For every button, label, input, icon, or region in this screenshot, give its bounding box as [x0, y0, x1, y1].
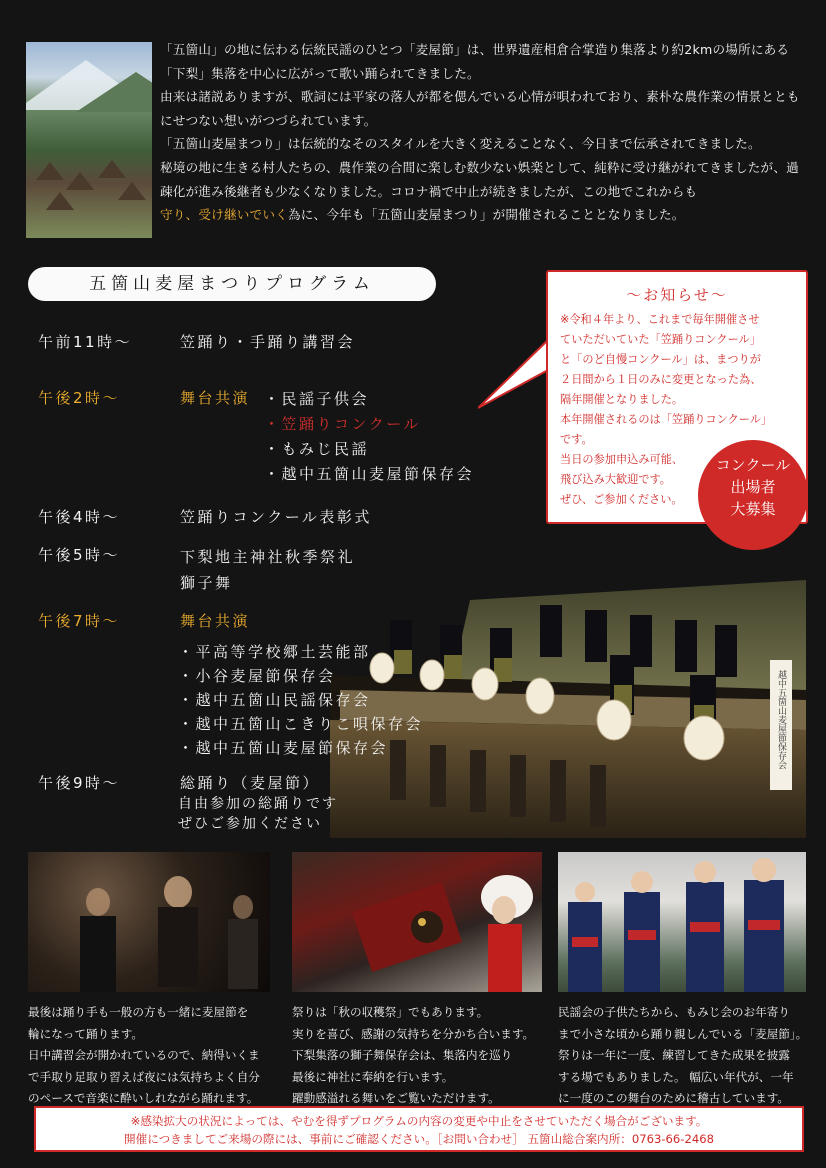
caption-line: 輪になって踊ります。	[28, 1026, 144, 1041]
sou-odori-note-line: 自由参加の総踊りです	[178, 796, 338, 812]
footer-line: 開催につきましてご来場の際には、事前にご確認ください。［お問い合わせ］ 五箇山総合案内所：0763-66-2468	[124, 1132, 714, 1146]
event-shrine	[180, 544, 355, 596]
stage-7pm-item: ・小谷麦屋節保存会	[178, 667, 336, 685]
stage-7pm-list	[178, 640, 423, 760]
notice-line: 当日の参加申込み可能、	[560, 453, 684, 466]
photo-group-dance	[28, 852, 270, 992]
recruit-line: 大募集	[730, 500, 776, 518]
notice-line: 飛び込み大歓迎です。	[560, 473, 671, 486]
recruit-badge	[698, 440, 808, 550]
notice-line: ぜひ、ご参加ください。	[560, 493, 683, 506]
footer-line: ※感染拡大の状況によっては、やむを得ずプログラムの内容の変更や中止をさせていただく場合がございます。	[130, 1114, 708, 1128]
caption-group-dance	[28, 1002, 278, 1110]
caption-line: 祭りは一年に一度、練習してきた成果を披露	[558, 1048, 790, 1062]
event-sou-odori: 総踊り（麦屋節）	[180, 774, 321, 792]
caption-line: 最後は踊り手も一般の方も一緒に麦屋節を	[28, 1005, 249, 1019]
footer-notice	[34, 1106, 804, 1152]
intro-line-last	[160, 203, 810, 227]
stage-7pm-item: ・越中五箇山民謡保存会	[178, 691, 371, 709]
sou-odori-note	[178, 794, 338, 834]
intro-line: 「五箇山麦屋まつり」は伝統的なそのスタイルを大きく変えることなく、今日まで伝承されてきました。	[160, 136, 761, 152]
caption-costume-dancers	[558, 1002, 810, 1110]
stage-2pm-item-contest: ・笠踊りコンクール	[264, 415, 421, 433]
time-7pm: 午後7時～	[38, 612, 121, 630]
sou-odori-note-line: ぜひご参加ください	[178, 816, 322, 832]
notice-line: 本年開催されるのは「笠踊りコンクール」	[560, 413, 773, 426]
intro-line-rest: 為に、今年も「五箇山麦屋まつり」が開催されることとなりました。	[287, 207, 685, 223]
time-11am: 午前11時～	[38, 333, 133, 351]
stage-2pm-item: ・もみじ民謡	[264, 440, 370, 458]
event-workshop: 笠踊り・手踊り講習会	[180, 333, 356, 351]
program-title: 五箇山麦屋まつりプログラム	[28, 267, 436, 301]
caption-line: 日中講習会が開かれているので、納得いくま	[28, 1048, 260, 1062]
caption-line: 実りを喜び、感謝の気持ちを分かち合います。	[292, 1026, 535, 1041]
intro-line: 秘境の地に生きる村人たちの、農作業の合間に楽しむ数少ない娯楽として、純粋に受け継がれてきましたが、過疎化が進み後継者も少なくなりました。コロナ禍で中止が続きましたが、この地でこれからも	[160, 159, 799, 199]
caption-line: のペースで音楽に酔いしれながら踊れます。	[28, 1091, 259, 1105]
time-9pm: 午後9時～	[38, 774, 121, 792]
stage-7pm-item: ・越中五箇山麦屋節保存会	[178, 739, 389, 757]
caption-line: 躍動感溢れる舞いをご覧いただけます。	[292, 1091, 500, 1105]
event-stage-7pm: 舞台共演	[180, 612, 251, 630]
caption-line: に一度のこの舞台のために稽古しています。	[558, 1091, 789, 1105]
time-2pm: 午後2時～	[38, 389, 121, 407]
photo-costume-dancers	[558, 852, 806, 992]
notice-line: ２日間から１日のみに変更となった為、	[560, 373, 762, 386]
caption-line: 民謡会の子供たちから、もみじ会のお年寄り	[558, 1005, 790, 1019]
event-shrine-line: 下梨地主神社秋季祭礼	[180, 548, 356, 566]
intro-line: 「五箇山」の地に伝わる伝統民謡のひとつ「麦屋節」は、世界遺産相倉合掌造り集落より約2kmの場所にある「下梨」集落を中心に広がって歌い踊られてきました。	[160, 42, 790, 81]
notice-line: 隔年開催となりました。	[560, 393, 684, 406]
notice-title: ～お知らせ～	[626, 286, 728, 304]
caption-line: で手取り足取り習えば夜には気持ちよく自分	[28, 1069, 260, 1084]
caption-line: 祭りは「秋の収穫祭」でもあります。	[292, 1005, 489, 1019]
stage-7pm-item: ・平高等学校郷土芸能部	[178, 643, 371, 661]
stage-2pm-list	[264, 387, 474, 487]
intro-line: 由来は諸説ありますが、歌詞には平家の落人が都を偲んでいる心情が唄われており、素朴な農作業の情景とともにせつない想いがつづられています。	[160, 89, 800, 128]
notice-line: です。	[560, 433, 593, 446]
stage-banner: 越中五箇山麦屋節保存会	[776, 670, 786, 769]
event-stage-2pm: 舞台共演	[180, 389, 251, 407]
stage-7pm-item: ・越中五箇山こきりこ唄保存会	[178, 715, 424, 733]
event-lion-dance: 獅子舞	[180, 574, 233, 592]
caption-lion-dance	[292, 1002, 546, 1110]
stage-2pm-item: ・民謡子供会	[264, 390, 370, 408]
intro-text	[160, 38, 810, 227]
notice-line: ていただいていた「笠踊りコンクール」	[560, 333, 761, 346]
notice-line: ※令和４年より、これまで毎年開催させ	[560, 313, 760, 326]
photo-lion-dance	[292, 852, 542, 992]
intro-highlight: 守り、受け継いでいく	[160, 207, 288, 223]
caption-line: 下梨集落の獅子舞保存会は、集落内を巡り	[292, 1048, 513, 1062]
stage-2pm-item: ・越中五箇山麦屋節保存会	[264, 465, 475, 483]
time-5pm: 午後5時～	[38, 546, 121, 564]
recruit-line: コンクール	[715, 456, 791, 474]
recruit-line: 出場者	[730, 478, 776, 496]
event-awards: 笠踊りコンクール表彰式	[180, 508, 372, 526]
caption-line: まで小さな頃から踊り親しんでいる「麦屋節」。	[558, 1026, 808, 1041]
caption-line: 最後に神社に奉納を行います。	[292, 1069, 454, 1084]
notice-line: と「のど自慢コンクール」は、まつりが	[560, 353, 761, 366]
caption-line: する場でもありました。 幅広い年代が、一年	[558, 1069, 794, 1084]
time-4pm: 午後4時～	[38, 508, 121, 526]
village-photo	[26, 42, 152, 238]
